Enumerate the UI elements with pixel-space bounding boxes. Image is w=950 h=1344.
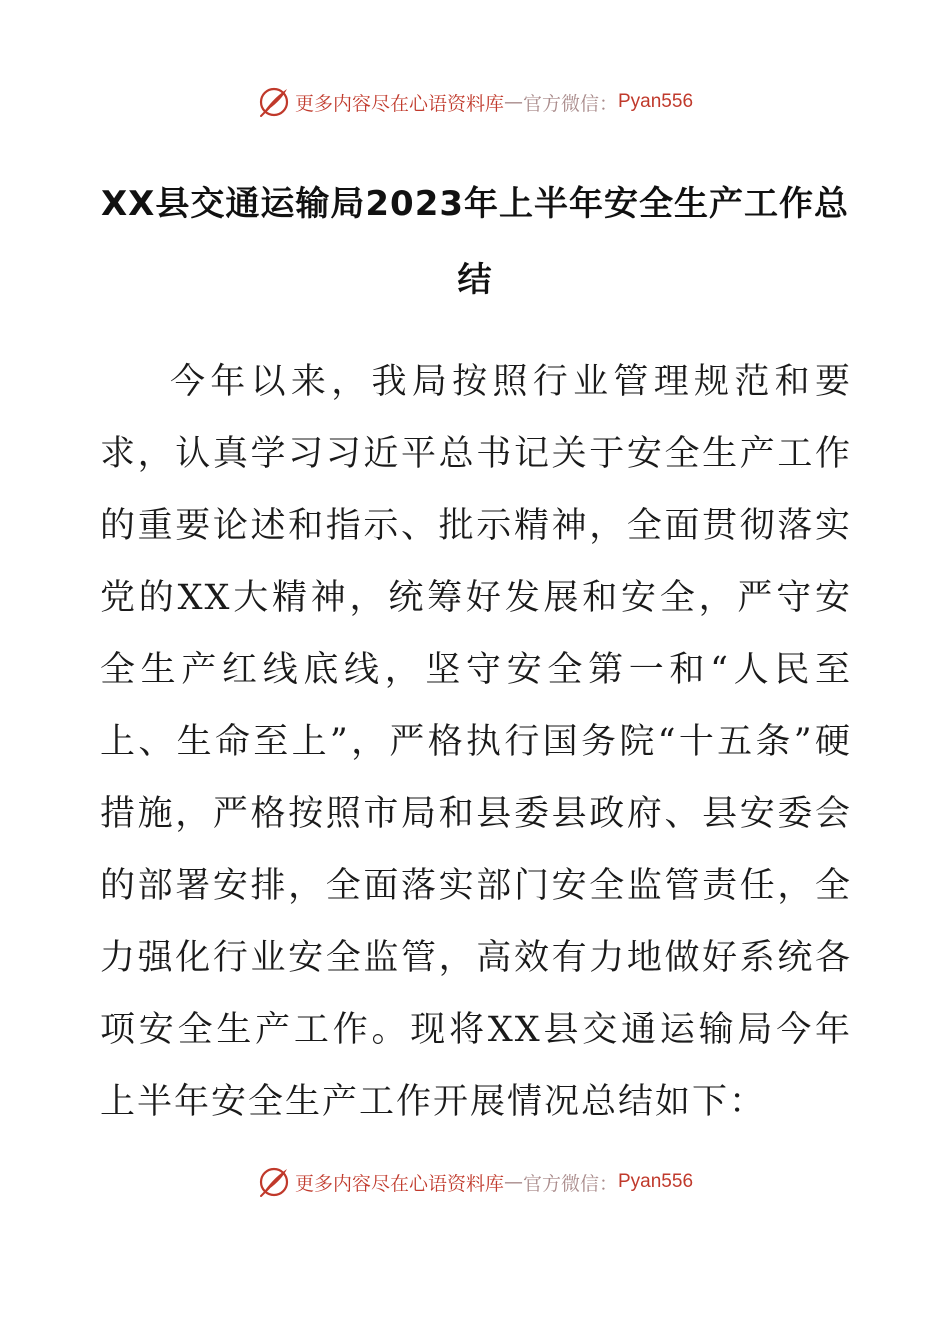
footer-watermark-banner — [0, 1162, 950, 1202]
banner-account: Pyan556 — [618, 1171, 694, 1192]
banner-slogan: 更多内容尽在心语资料库 — [294, 1172, 504, 1195]
quill-logo-icon — [257, 1165, 291, 1199]
banner-separator: — — [503, 1171, 523, 1193]
banner-account: Pyan556 — [618, 91, 694, 112]
body-paragraph: 今年以来，我局按照行业管理规范和要求，认真学习习近平总书记关于安全生产工作的重要论述和指示、批示精神，全面贯彻落实党的XX大精神，统筹好发展和安全，严守安全生产红线底线，坚守安全第一和“人民至上、生命至上”，严格执行国务院“十五条”硬措施，严格按照市局和县委县政府、县安委会的部署安排，全面落实部门安全监管责任，全力强化行业安全监管，高效有力地做好系统各项安全生产工作。现将XX县交通运输局今年上半年安全生产工作开展情况总结如下： — [100, 362, 852, 1122]
banner-slogan: 更多内容尽在心语资料库 — [294, 92, 504, 115]
banner-separator: — — [503, 91, 523, 113]
banner-label: 官方微信： — [522, 1172, 618, 1195]
header-watermark-banner — [0, 82, 950, 122]
document-title: XX县交通运输局2023年上半年安全生产工作总结 — [100, 184, 850, 300]
banner-label: 官方微信： — [522, 92, 618, 115]
quill-logo-icon — [257, 85, 291, 119]
